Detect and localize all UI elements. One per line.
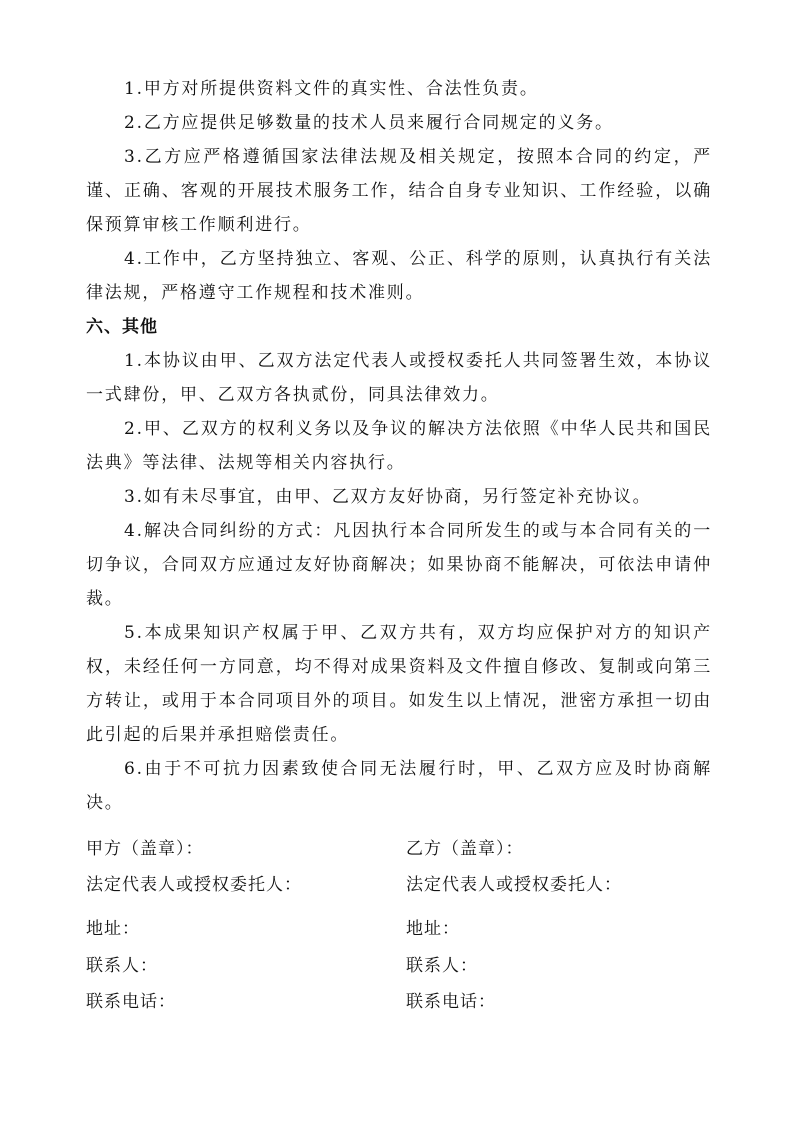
party-b-address-label: 地址： bbox=[406, 919, 460, 939]
other-item-5: 5.本成果知识产权属于甲、乙双方共有，双方均应保护对方的知识产权，未经任何一方同意，均不得对成果资料及文件擅自修改、复制或向第三方转让，或用于本合同项目外的项目。如发生以上情况，泄密方承担一切由此引起的后果并承担赔偿责任。 bbox=[86, 623, 712, 745]
other-item-3: 3.如有未尽事宜，由甲、乙双方友好协商，另行签定补充协议。 bbox=[124, 487, 652, 507]
party-a-seal-label: 甲方（盖章）： bbox=[86, 839, 204, 859]
obligation-item-4: 4.工作中，乙方坚持独立、客观、公正、科学的原则，认真执行有关法律法规，严格遵守工作规程和技术准则。 bbox=[86, 249, 712, 303]
party-a-address-label: 地址： bbox=[86, 919, 140, 939]
other-item-4: 4.解决合同纠纷的方式：凡因执行本合同所发生的或与本合同有关的一切争议，合同双方应通过友好协商解决；如果协商不能解决，可依法申请仲裁。 bbox=[86, 521, 712, 609]
section-six-heading: 六、其他 bbox=[86, 317, 158, 337]
party-a-contact-label: 联系人： bbox=[86, 956, 158, 976]
contract-body bbox=[86, 72, 712, 820]
other-item-2: 2.甲、乙双方的权利义务以及争议的解决方法依照《中华人民共和国民法典》等法律、法规等相关内容执行。 bbox=[86, 419, 712, 473]
party-b-contact-label: 联系人： bbox=[406, 956, 478, 976]
party-b-representative-label: 法定代表人或授权委托人： bbox=[406, 875, 622, 895]
party-b-phone-label: 联系电话： bbox=[406, 992, 496, 1012]
obligation-item-2: 2.乙方应提供足够数量的技术人员来履行合同规定的义务。 bbox=[124, 113, 614, 133]
party-a-representative-label: 法定代表人或授权委托人： bbox=[86, 875, 302, 895]
other-item-6: 6.由于不可抗力因素致使合同无法履行时，甲、乙双方应及时协商解决。 bbox=[86, 759, 712, 813]
obligation-item-1: 1.甲方对所提供资料文件的真实性、合法性负责。 bbox=[124, 79, 539, 99]
obligation-item-3: 3.乙方应严格遵循国家法律法规及相关规定，按照本合同的约定，严谨、正确、客观的开展技术服务工作，结合自身专业知识、工作经验，以确保预算审核工作顺利进行。 bbox=[86, 147, 712, 235]
party-a-phone-label: 联系电话： bbox=[86, 992, 176, 1012]
party-b-seal-label: 乙方（盖章）： bbox=[406, 839, 524, 859]
other-item-1: 1.本协议由甲、乙双方法定代表人或授权委托人共同签署生效，本协议一式肆份，甲、乙双方各执贰份，同具法律效力。 bbox=[86, 351, 712, 405]
